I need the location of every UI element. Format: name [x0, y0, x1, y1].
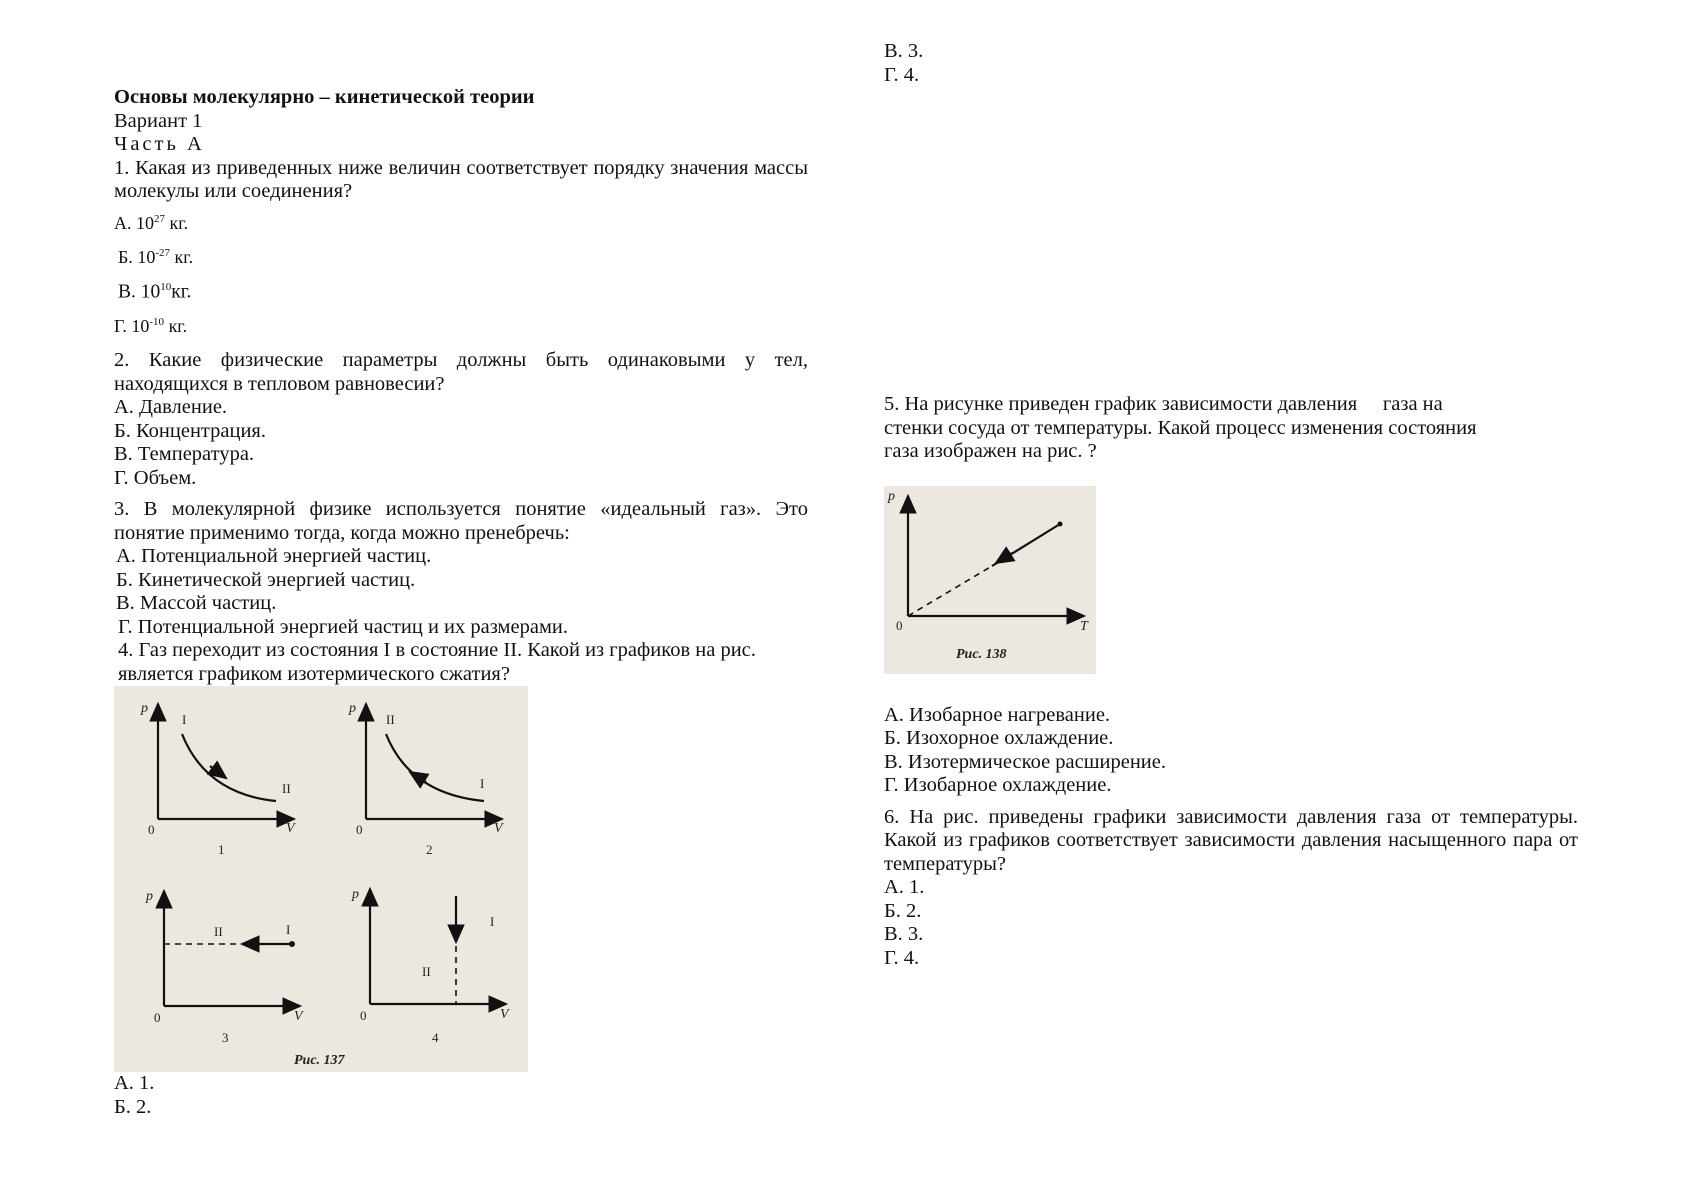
- variant-label: Вариант 1: [114, 109, 203, 132]
- graph1-axis-p: p: [141, 701, 148, 716]
- q6-option-a[interactable]: А. 1.: [884, 876, 925, 898]
- q5-line-2: стенки сосуда от температуры. Какой процесс изменения состояния: [884, 416, 1477, 439]
- graph2-origin: 0: [356, 822, 363, 837]
- question-2-text: 2. Какие физические параметры должны быть одинаковыми у тел, находящихся в тепловом равновесии?: [114, 349, 808, 395]
- q5-line-3: газа изображен на рис. ?: [884, 440, 1097, 462]
- graph1-label-i: I: [182, 712, 187, 727]
- q6-option-c[interactable]: В. 3.: [884, 923, 924, 945]
- graph3-label-i: I: [286, 922, 291, 937]
- question-1-options: [114, 204, 808, 342]
- q2-option-a[interactable]: А. Давление.: [114, 396, 228, 418]
- graph1-number: 1: [218, 842, 225, 857]
- q1-option-a[interactable]: А. $10^{27}$ кг.: [114, 212, 189, 233]
- q2-option-b[interactable]: Б. Концентрация.: [114, 419, 266, 442]
- blank-space: [884, 87, 1584, 393]
- question-3-text: 3. В молекулярной физике используется понятие «идеальный газ». Это понятие применимо тогда, когда можно пренебречь:: [114, 498, 808, 544]
- part-label: Часть А: [114, 133, 205, 155]
- graph1-label-ii: II: [282, 781, 291, 796]
- graph1-origin: 0: [148, 822, 155, 837]
- graph4-axis-v: V: [500, 1007, 509, 1022]
- graph1-axis-v: V: [286, 821, 295, 836]
- graph3-axis-v: V: [294, 1009, 303, 1024]
- q1-option-b[interactable]: Б. $10^{-27}$ кг.: [118, 246, 194, 267]
- graph138-axis-t: T: [1080, 618, 1088, 634]
- graph2-number: 2: [426, 842, 433, 857]
- question-1-text: 1. Какая из приведенных ниже величин соответствует порядку значения массы молекулы или соединения?: [114, 156, 808, 202]
- graph4-axis-p: p: [352, 887, 359, 902]
- graph3-axis-p: p: [146, 889, 153, 904]
- graph4-label-ii: II: [422, 964, 431, 979]
- right-column: [884, 40, 1584, 970]
- q3-option-c[interactable]: В. Массой частиц.: [116, 592, 277, 614]
- q3-option-b[interactable]: Б. Кинетической энергией частиц.: [116, 568, 416, 591]
- q4-option-a[interactable]: А. 1.: [114, 1072, 155, 1094]
- spacer: [884, 674, 1584, 704]
- question-6-text: 6. На рис. приведены графики зависимости давления газа от температуры. Какой из графиков соответствует зависимости давления насыщенного пара от температуры?: [884, 805, 1578, 875]
- q5-line-1: 5. На рисунке приведен график зависимости давления газа на: [884, 393, 1443, 415]
- graph3-number: 3: [222, 1030, 229, 1045]
- graph4-label-i: I: [490, 914, 495, 929]
- graph138-state-point: [1058, 521, 1063, 526]
- figure-138-graph: [884, 486, 1096, 674]
- figure-137-graphs: [114, 686, 528, 1072]
- q2-option-d[interactable]: Г. Объем.: [114, 466, 197, 489]
- graph2-label-i: I: [480, 776, 485, 791]
- graph4-origin: 0: [360, 1008, 367, 1023]
- document-title: Основы молекулярно – кинетической теории: [114, 86, 535, 108]
- q5-option-b[interactable]: Б. Изохорное охлаждение.: [884, 727, 1114, 749]
- q4-option-c[interactable]: В. 3.: [884, 40, 924, 62]
- q1-option-c[interactable]: В. $10^{10}кг$.: [118, 280, 192, 302]
- q6-option-d[interactable]: Г. 4.: [884, 946, 920, 969]
- figure-137: [114, 686, 808, 1072]
- graph138-origin: 0: [896, 617, 903, 633]
- graph2-label-ii: II: [386, 712, 395, 727]
- graph2-axis-p: p: [349, 701, 356, 716]
- graph3-label-ii: II: [214, 924, 223, 939]
- graph138-axis-p: p: [888, 488, 895, 504]
- question-5-text: [884, 393, 1584, 464]
- graph3-origin: 0: [154, 1010, 161, 1025]
- question-4-text: 4. Газ переходит из состояния I в состояние II. Какой из графиков на рис. является графиком изотермического сжатия?: [118, 639, 756, 685]
- graph3-state-point: [289, 941, 295, 947]
- q4-option-b[interactable]: Б. 2.: [114, 1095, 152, 1118]
- graph4-number: 4: [432, 1030, 439, 1045]
- q5-option-a[interactable]: А. Изобарное нагревание.: [884, 703, 1111, 726]
- q1-option-d[interactable]: Г. $10^{-10}$ кг.: [114, 316, 188, 336]
- q5-option-d[interactable]: Г. Изобарное охлаждение.: [884, 774, 1112, 796]
- q2-option-c[interactable]: В. Температура.: [114, 443, 255, 465]
- figure-138: [884, 486, 1584, 674]
- q4-option-d[interactable]: Г. 4.: [884, 63, 920, 86]
- graph2-axis-v: V: [494, 821, 503, 836]
- q3-option-a[interactable]: А. Потенциальной энергией частиц.: [116, 545, 432, 567]
- q5-option-c[interactable]: В. Изотермическое расширение.: [884, 750, 1167, 773]
- q6-option-b[interactable]: Б. 2.: [884, 899, 922, 922]
- figure-138-caption: Рис. 138: [956, 646, 1007, 662]
- q3-option-d[interactable]: Г. Потенциальной энергией частиц и их размерами.: [118, 615, 569, 638]
- left-column: [114, 86, 808, 1119]
- figure-137-caption: Рис. 137: [294, 1053, 345, 1068]
